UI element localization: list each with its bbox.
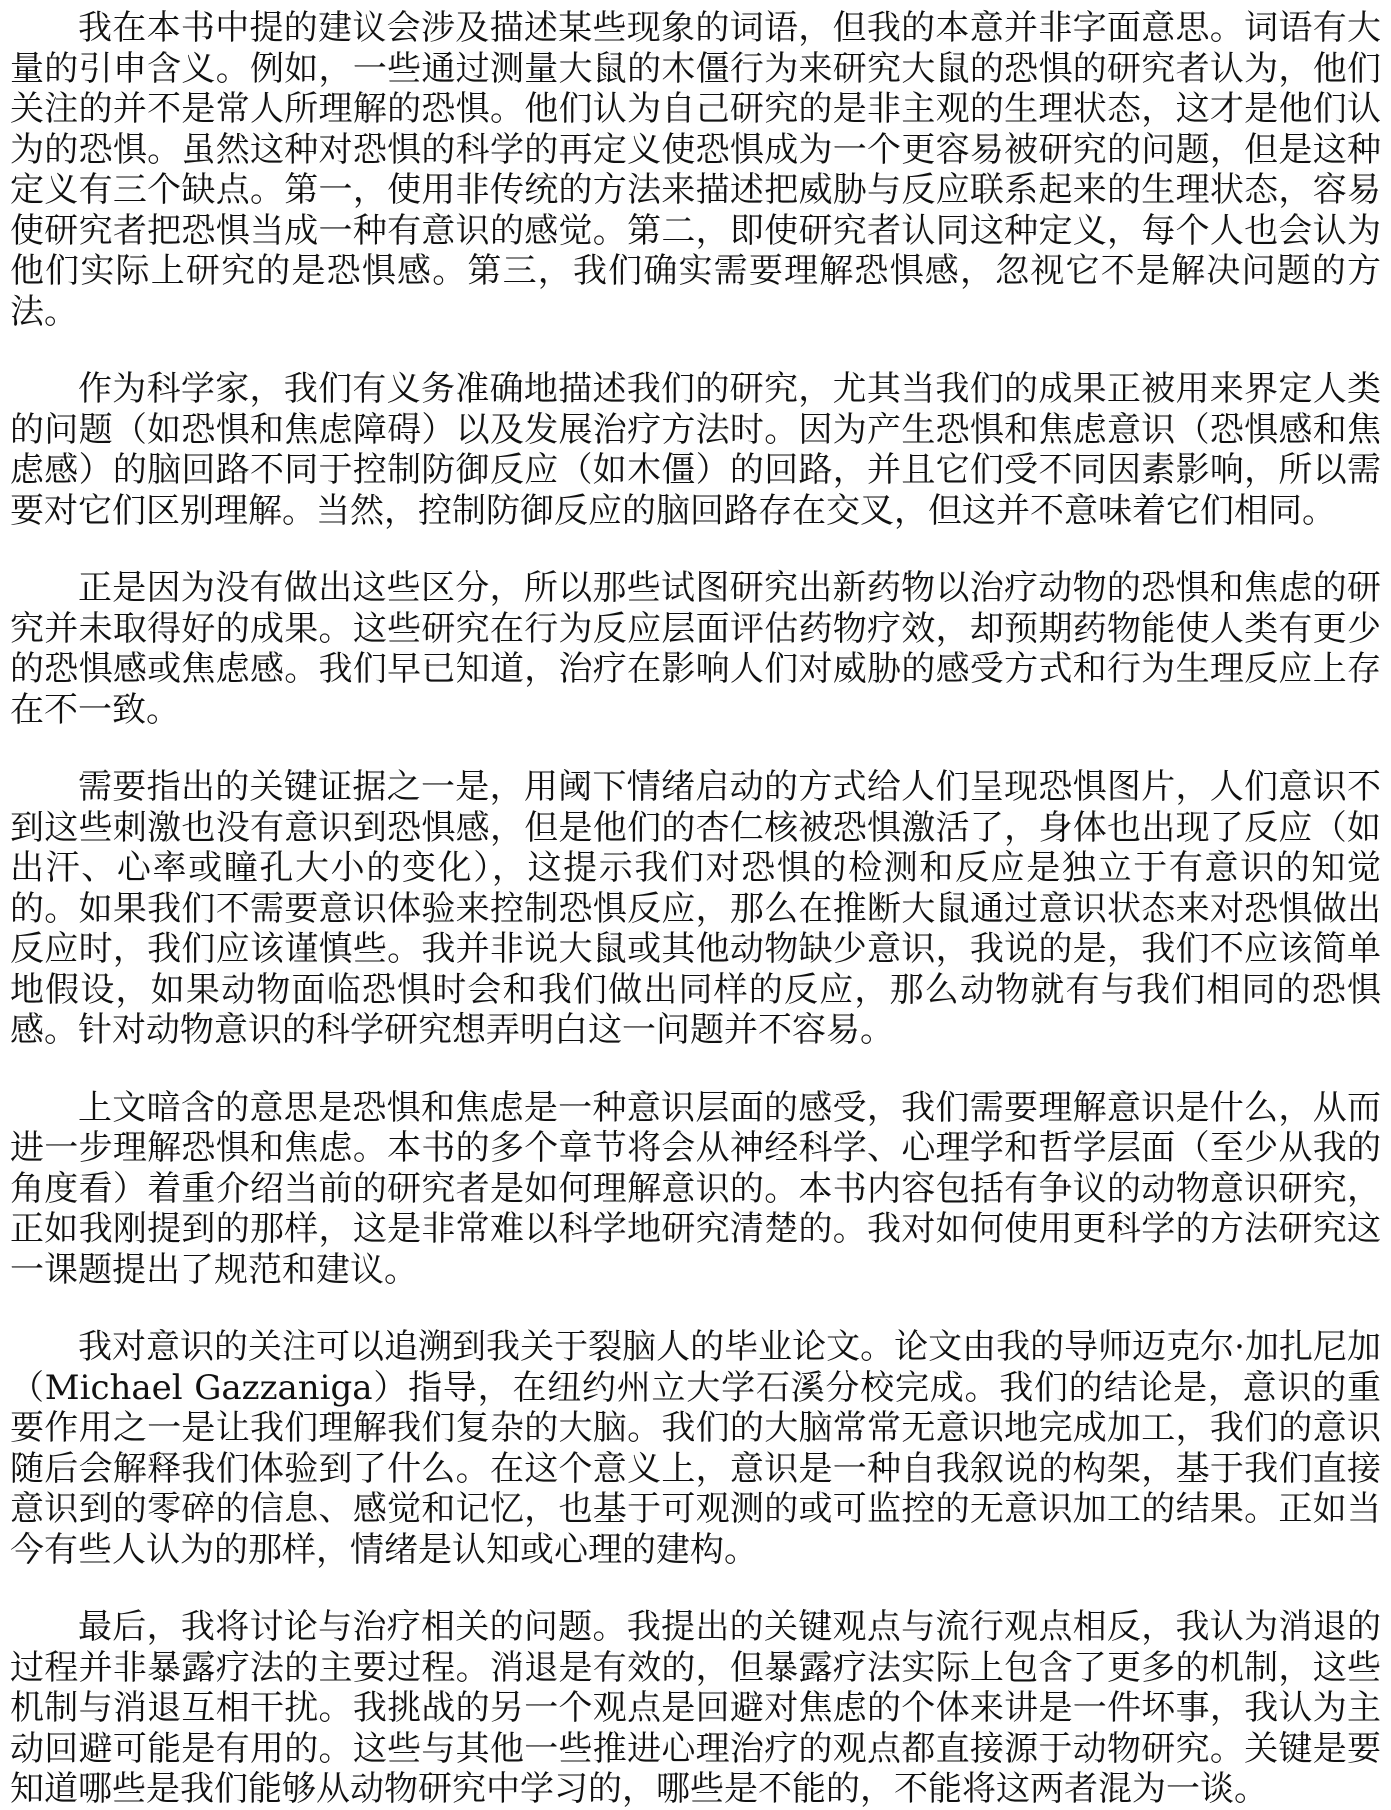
paragraph-1: 我在本书中提的建议会涉及描述某些现象的词语，但我的本意并非字面意思。词语有大量的引申含义。例如，一些通过测量大鼠的木僵行为来研究大鼠的恐惧的研究者认为，他们关注的并不是常人所理解的恐惧。他们认为自己研究的是非主观的生理状态，这才是他们认为的恐惧。虽然这种对恐惧的科学的再定义使恐惧成为一个更容易被研究的问题，但是这种定义有三个缺点。第一，使用非传统的方法来描述把威胁与反应联系起来的生理状态，容易使研究者把恐惧当成一种有意识的感觉。第二，即使研究者认同这种定义，每个人也会认为他们实际上研究的是恐惧感。第三，我们确实需要理解恐惧感，忽视它不是解决问题的方法。 (10, 8, 1381, 332)
paragraph-7: 最后，我将讨论与治疗相关的问题。我提出的关键观点与流行观点相反，我认为消退的过程并非暴露疗法的主要过程。消退是有效的，但暴露疗法实际上包含了更多的机制，这些机制与消退互相干扰。我挑战的另一个观点是回避对焦虑的个体来讲是一件坏事，我认为主动回避可能是有用的。这些与其他一些推进心理治疗的观点都直接源于动物研究。关键是要知道哪些是我们能够从动物研究中学习的，哪些是不能的，不能将这两者混为一谈。 (10, 1607, 1381, 1809)
paragraph-4: 需要指出的关键证据之一是，用阈下情绪启动的方式给人们呈现恐惧图片，人们意识不到这些刺激也没有意识到恐惧感，但是他们的杏仁核被恐惧激活了，身体也出现了反应（如出汗、心率或瞳孔大小的变化），这提示我们对恐惧的检测和反应是独立于有意识的知觉的。如果我们不需要意识体验来控制恐惧反应，那么在推断大鼠通过意识状态来对恐惧做出反应时，我们应该谨慎些。我并非说大鼠或其他动物缺少意识，我说的是，我们不应该简单地假设，如果动物面临恐惧时会和我们做出同样的反应，那么动物就有与我们相同的恐惧感。针对动物意识的科学研究想弄明白这一问题并不容易。 (10, 767, 1381, 1050)
paragraph-6: 我对意识的关注可以追溯到我关于裂脑人的毕业论文。论文由我的导师迈克尔·加扎尼加（Michael Gazzaniga）指导，在纽约州立大学石溪分校完成。我们的结论是，意识的重要作用之一是让我们理解我们复杂的大脑。我们的大脑常常无意识地完成加工，我们的意识随后会解释我们体验到了什么。在这个意义上，意识是一种自我叙说的构架，基于我们直接意识到的零碎的信息、感觉和记忆，也基于可观测的或可监控的无意识加工的结果。正如当今有些人认为的那样，情绪是认知或心理的建构。 (10, 1327, 1381, 1570)
paragraph-2: 作为科学家，我们有义务准确地描述我们的研究，尤其当我们的成果正被用来界定人类的问题（如恐惧和焦虑障碍）以及发展治疗方法时。因为产生恐惧和焦虑意识（恐惧感和焦虑感）的脑回路不同于控制防御反应（如木僵）的回路，并且它们受不同因素影响，所以需要对它们区别理解。当然，控制防御反应的脑回路存在交叉，但这并不意味着它们相同。 (10, 369, 1381, 531)
paragraph-3: 正是因为没有做出这些区分，所以那些试图研究出新药物以治疗动物的恐惧和焦虑的研究并未取得好的成果。这些研究在行为反应层面评估药物疗效，却预期药物能使人类有更少的恐惧感或焦虑感。我们早已知道，治疗在影响人们对威胁的感受方式和行为生理反应上存在不一致。 (10, 568, 1381, 730)
paragraph-5: 上文暗含的意思是恐惧和焦虑是一种意识层面的感受，我们需要理解意识是什么，从而进一步理解恐惧和焦虑。本书的多个章节将会从神经科学、心理学和哲学层面（至少从我的角度看）着重介绍当前的研究者是如何理解意识的。本书内容包括有争议的动物意识研究，正如我刚提到的那样，这是非常难以科学地研究清楚的。我对如何使用更科学的方法研究这一课题提出了规范和建议。 (10, 1087, 1381, 1290)
